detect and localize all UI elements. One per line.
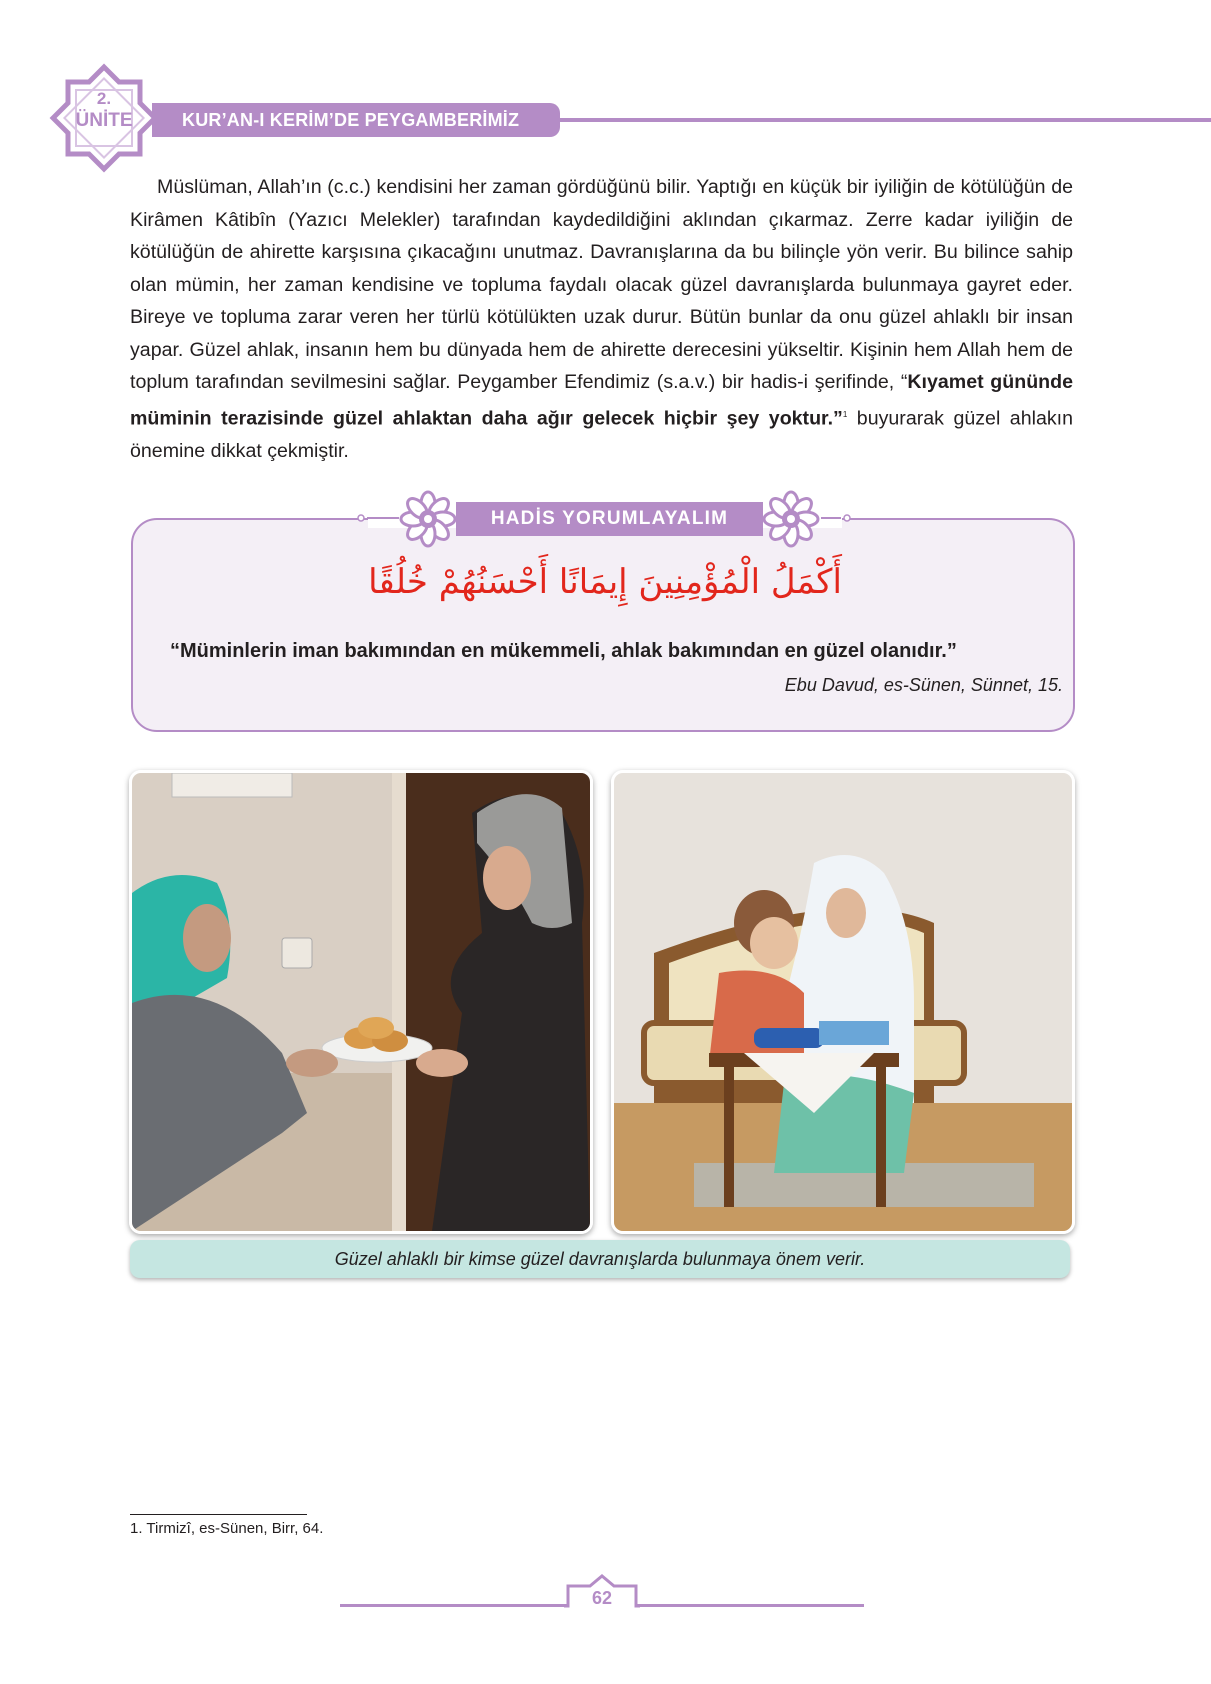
rosette-icon [762, 490, 820, 548]
page-rule-right [636, 1604, 864, 1607]
chapter-title: KUR’AN-I KERİM’DE PEYGAMBERİMİZ [152, 103, 560, 137]
body-text-start: Müslüman, Allah’ın (c.c.) kendisini her zaman gördüğünü bilir. Yaptığı en küçük bir iyiliğin de kötülüğün de Kirâmen Kâtibîn (Yazıcı Melekler) tarafından kaydedildiğini aklından çıkarmaz. Zerre kadar iyiliğin de kötülüğün de ahirette karşısına çıkacağını unutmaz. Davranışlarına da bu bilinçle yön verir. Bu bilince sahip olan mümin, her zaman kendisine ve topluma faydalı olacak güzel davranışlarda bulunmaya gayret eder. Bireye ve topluma zarar veren her türlü kötülükten uzak durur. Bütün bunlar da onu güzel ahlaklı bir insan yapar. Güzel ahlak, insanın hem bu dünyada hem de ahirette derecesini yükseltir. Kişinin hem Allah hem de toplum tarafından sevilmesini sağlar. Peygamber Efendimiz (s.a.v.) bir hadis-i şerifinde, “ [130, 176, 1073, 393]
footnote-divider [130, 1514, 307, 1515]
photo-sharing-pastries [129, 770, 593, 1234]
unit-label [60, 88, 148, 132]
photo-reading-together [611, 770, 1075, 1234]
hadith-quote-bold: Kıyamet gününde müminin terazisinde güzel ahlaktan daha ağır gelecek hiçbir şey yoktur.” [130, 371, 1073, 430]
rosette-icon [399, 490, 457, 548]
page-rule-left [340, 1604, 568, 1607]
hadis-translation: “Müminlerin iman bakımından en mükemmeli, ahlak bakımından en güzel olanıdır.” [170, 640, 957, 662]
hadis-box [131, 518, 1075, 732]
hadis-source: Ebu Davud, es-Sünen, Sünnet, 15. [784, 675, 1063, 695]
unit-number: 2. [96, 89, 112, 108]
body-paragraph [130, 171, 1073, 467]
footnote: 1. Tirmizî, es-Sünen, Birr, 64. [130, 1520, 324, 1537]
photo-caption: Güzel ahlaklı bir kimse güzel davranışlarda bulunmaya önem verir. [130, 1240, 1070, 1278]
footnote-ref[interactable]: 1 [842, 409, 848, 419]
header-rule [555, 118, 1211, 122]
hadis-arabic-text: أَكْمَلُ الْمُؤْمِنِينَ إِيمَانًا أَحْسَنُهُمْ خُلُقًا [368, 562, 842, 602]
page-number: 62 [591, 1588, 613, 1608]
hadis-title: HADİS YORUMLAYALIM [456, 502, 763, 536]
unit-word: ÜNİTE [75, 110, 133, 131]
body-text-end: buyurarak güzel ahlakın önemine dikkat çekmiştir. [130, 407, 1073, 462]
